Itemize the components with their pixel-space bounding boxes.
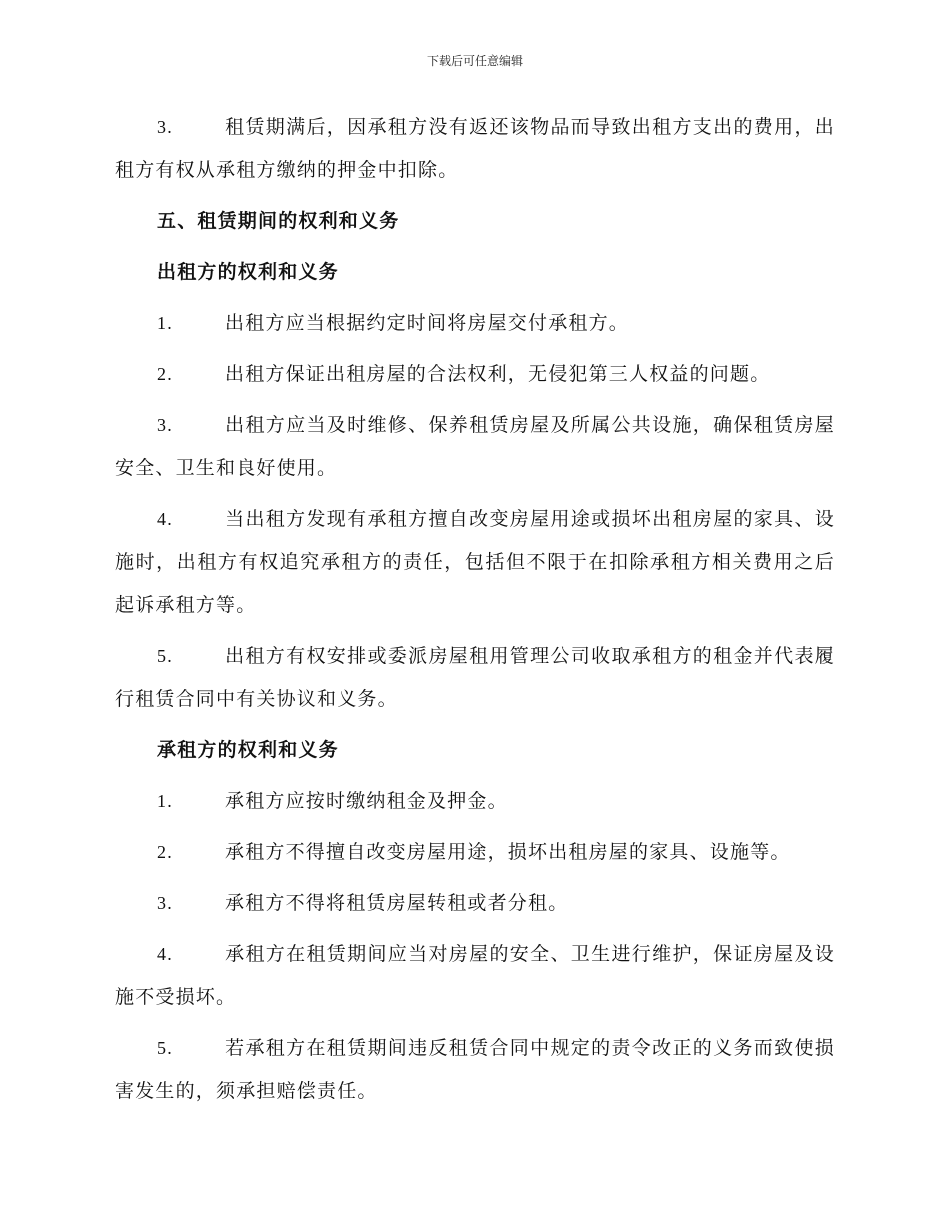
clause-text: 出租方应当及时维修、保养租赁房屋及所属公共设施，确保租赁房屋安全、卫生和良好使用。 <box>115 414 835 479</box>
clause-number: 5. <box>157 1038 173 1058</box>
clause-paragraph <box>115 831 835 874</box>
clause-paragraph <box>115 635 835 721</box>
clause-number: 4. <box>157 944 173 964</box>
clause-text: 出租方有权安排或委派房屋租用管理公司收取承租方的租金并代表履行租赁合同中有关协议和义务。 <box>115 645 835 710</box>
clause-paragraph <box>115 106 835 192</box>
clause-number: 3. <box>157 415 173 435</box>
clause-text: 承租方应按时缴纳租金及押金。 <box>225 790 508 812</box>
clause-paragraph <box>115 780 835 823</box>
clause-number: 5. <box>157 646 173 666</box>
subsection-title-lessor: 出租方的权利和义务 <box>157 261 339 283</box>
clause-text: 若承租方在租赁期间违反租赁合同中规定的责令改正的义务而致使损害发生的，须承担赔偿责任。 <box>115 1037 835 1102</box>
clause-number: 3. <box>157 117 173 137</box>
clause-text: 承租方不得擅自改变房屋用途，损坏出租房屋的家具、设施等。 <box>225 841 791 863</box>
clause-text: 出租方保证出租房屋的合法权利，无侵犯第三人权益的问题。 <box>225 363 771 385</box>
clause-paragraph <box>115 933 835 1019</box>
page-header: 下载后可任意编辑 <box>426 54 523 68</box>
clause-number: 4. <box>157 509 173 529</box>
clause-text: 承租方在租赁期间应当对房屋的安全、卫生进行维护，保证房屋及设施不受损坏。 <box>115 943 835 1008</box>
clause-number: 1. <box>157 313 173 333</box>
section-title: 五、租赁期间的权利和义务 <box>157 210 400 232</box>
subsection-title-lessee: 承租方的权利和义务 <box>157 739 339 761</box>
clause-paragraph <box>115 1027 835 1113</box>
clause-text: 承租方不得将租赁房屋转租或者分租。 <box>225 892 569 914</box>
clause-paragraph <box>115 353 835 396</box>
clause-text: 租赁期满后，因承租方没有返还该物品而导致出租方支出的费用，出租方有权从承租方缴纳的押金中扣除。 <box>115 116 835 181</box>
clause-number: 1. <box>157 791 173 811</box>
clause-number: 2. <box>157 842 173 862</box>
clause-text: 当出租方发现有承租方擅自改变房屋用途或损坏出租房屋的家具、设施时，出租方有权追究承租方的责任，包括但不限于在扣除承租方相关费用之后起诉承租方等。 <box>115 508 835 616</box>
clause-paragraph <box>115 302 835 345</box>
clause-text: 出租方应当根据约定时间将房屋交付承租方。 <box>225 312 630 334</box>
clause-paragraph <box>115 404 835 490</box>
clause-paragraph <box>115 882 835 925</box>
clause-paragraph <box>115 498 835 627</box>
clause-number: 3. <box>157 893 173 913</box>
clause-number: 2. <box>157 364 173 384</box>
document-body <box>115 106 835 1121</box>
